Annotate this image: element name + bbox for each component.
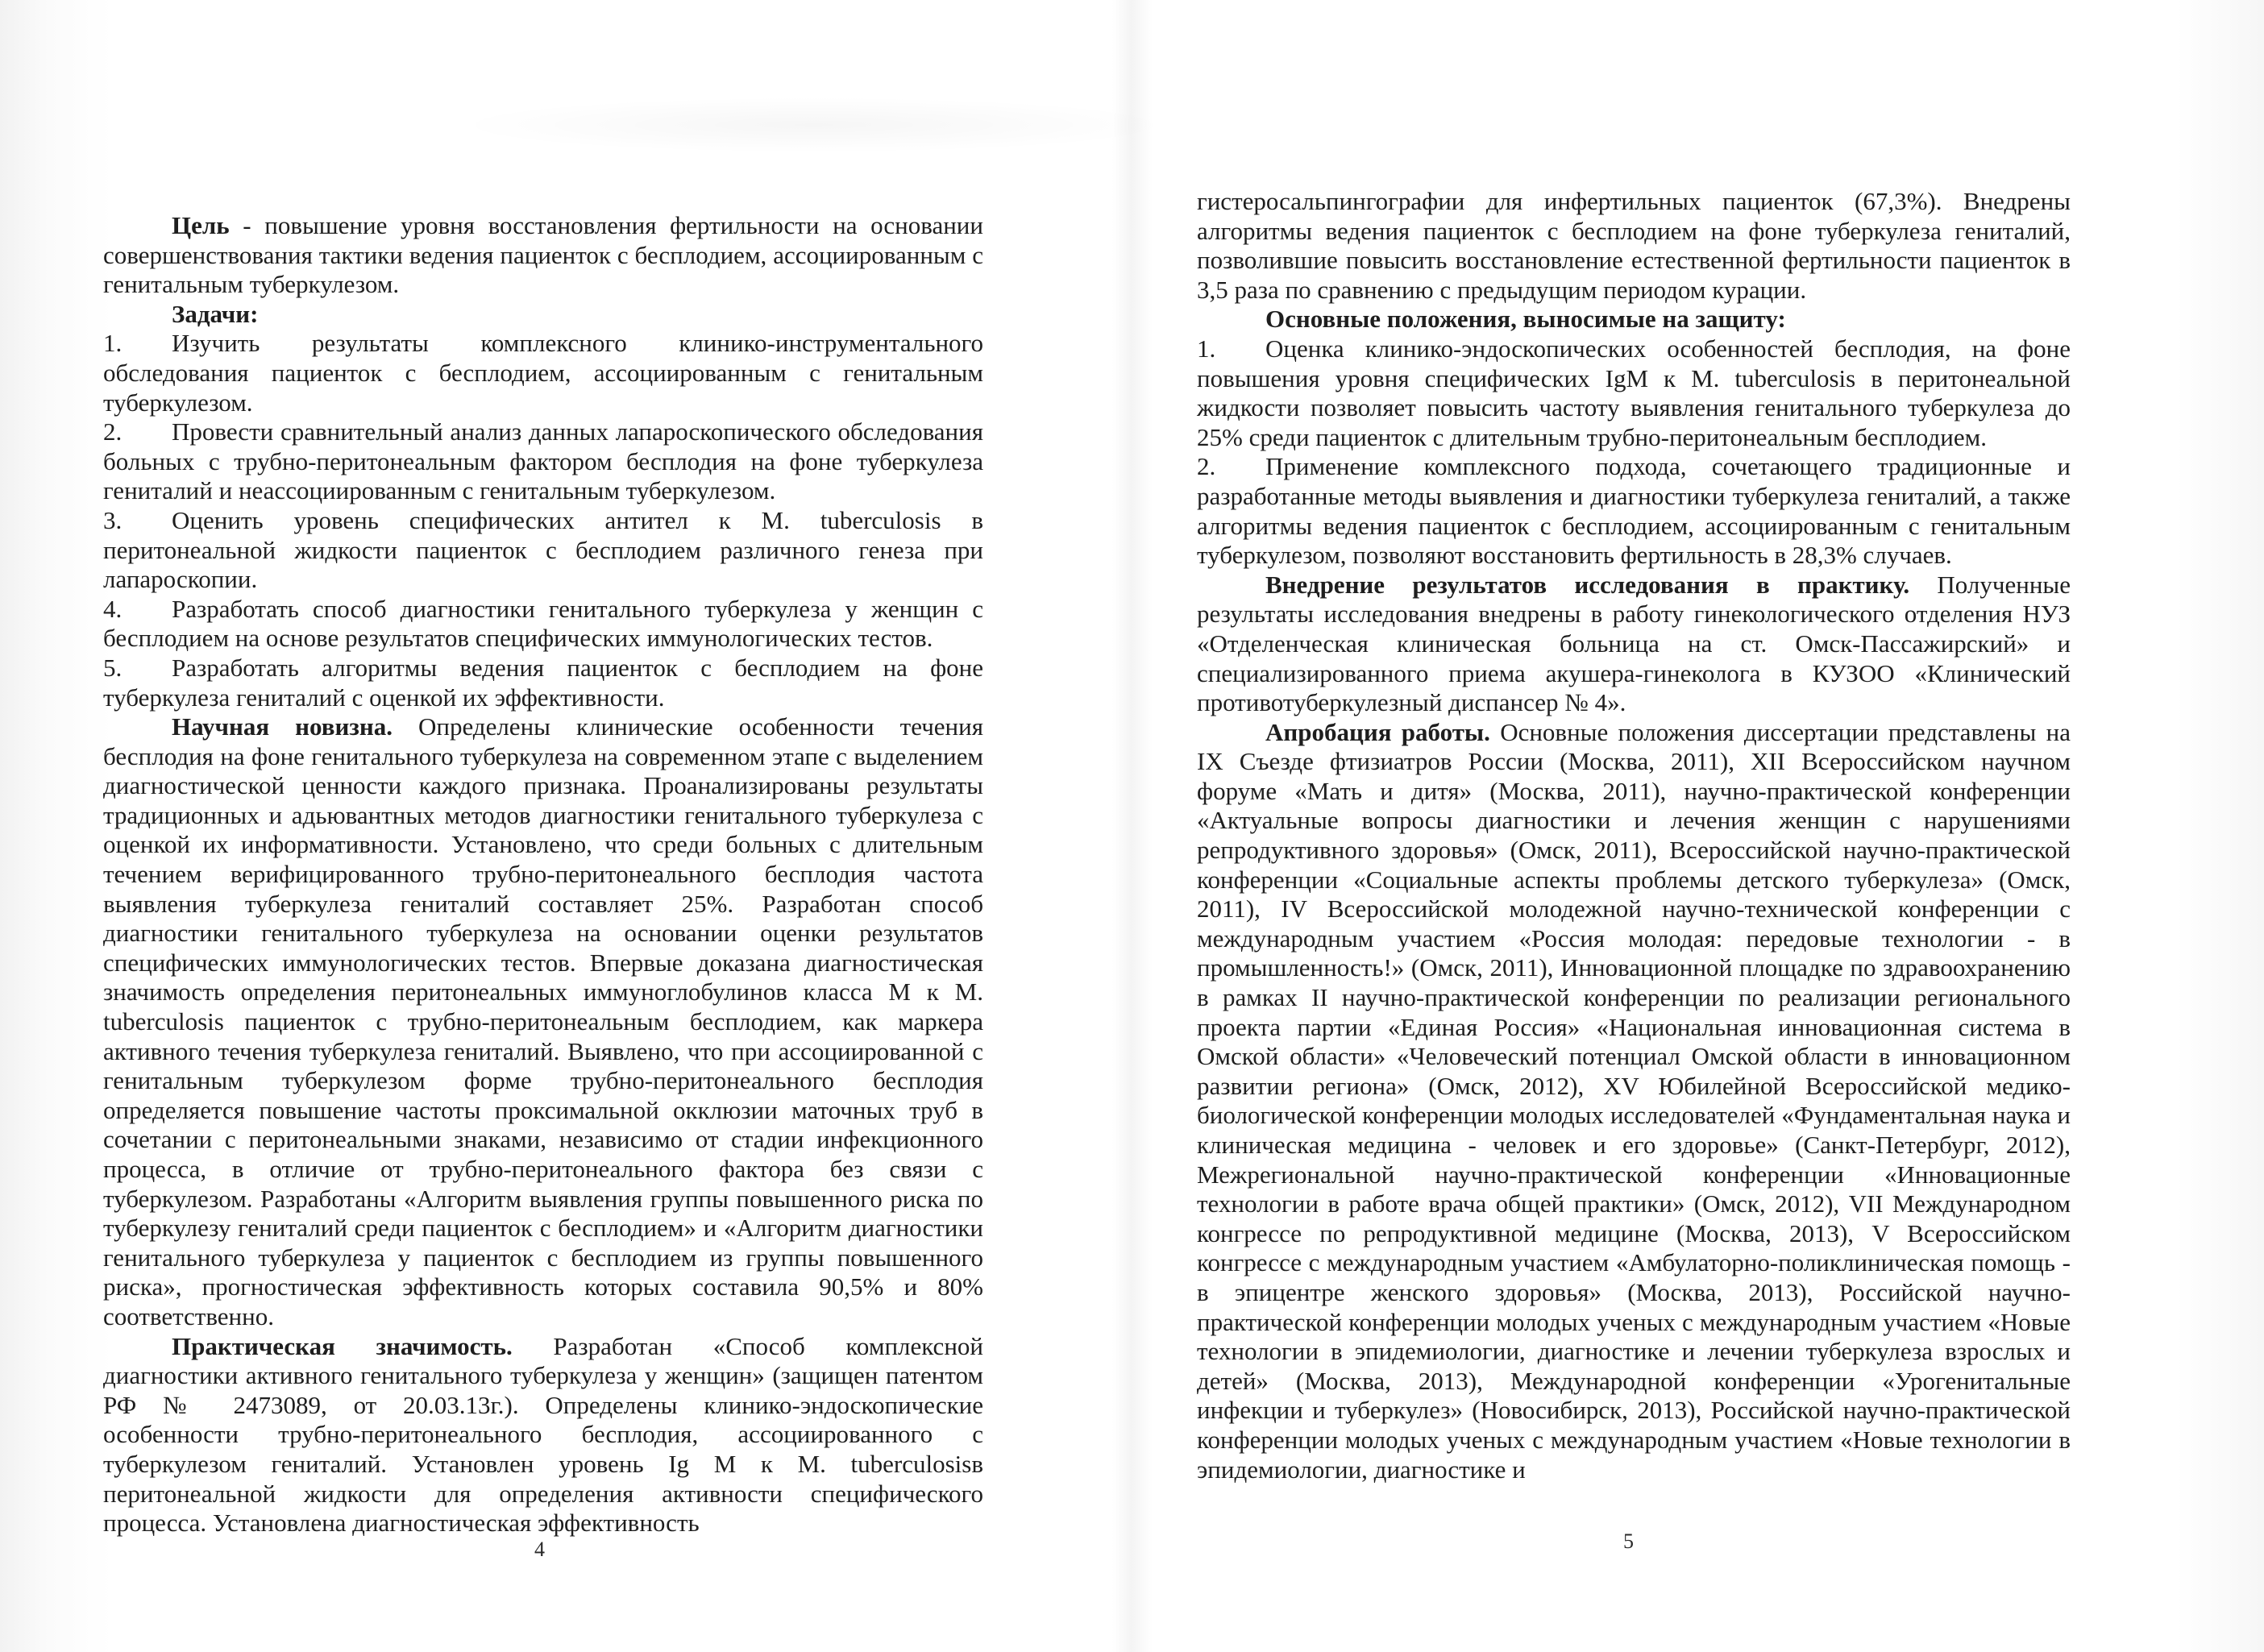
opening-paragraph: гистеросальпингографии для инфертильных пациенток (67,3%). Внедрены алгоритмы ведения пациенток с бесплодием на фоне туберкулеза гениталий, позволившие повысить восстановление естественной фертильности пациенток в 3,5 раза по сравнению с предыдущим периодом курации. (1197, 187, 2071, 304)
approbation-lead: Апробация работы. (1265, 717, 1490, 746)
scan-shadow (451, 97, 1177, 153)
novelty-paragraph (103, 712, 983, 1331)
approbation-paragraph (1197, 718, 2071, 1484)
thesis-text: Оценка клинико-эндоскопических особенностей бесплодия, на фоне повышения уровня специфических IgM к М. tuberculosis в перитонеальной жидкости позволяет повысить частоту выявления генитального туберкулеза до 25% среди пациенток с длительным трубно-перитонеальным бесплодием. (1197, 334, 2071, 451)
task-text: Провести сравнительный анализ данных лапароскопического обследования больных с трубно-перитонеальным фактором бесплодия на фоне туберкулеза гениталий и неассоциированным с генитальным туберкулезом. (103, 417, 983, 505)
goal-text: - повышение уровня восстановления фертильности на основании совершенствования тактики ведения пациенток с бесплодием, ассоциированным с генитальным туберкулезом. (103, 211, 983, 299)
practical-text: Разработан «Способ комплексной диагностики активного генитального туберкулеза у женщин» (защищен патентом РФ № 2473089, от 20.03.13г.). Определены клинико-эндоскопические особенности трубно-перитонеального бесплодия, ассоциированного с туберкулезом гениталий. Установлен уровень Ig M к М. tuberculosisв перитонеальной жидкости для определения активности специфического процесса. Установлена диагностическая эффективность (103, 1331, 983, 1538)
task-text: Разработать алгоритмы ведения пациенток с бесплодием на фоне туберкулеза гениталий с оценкой их эффективности. (103, 653, 983, 712)
implementation-paragraph (1197, 571, 2071, 718)
approbation-text: Основные положения диссертации представлены на IX Съезде фтизиатров России (Москва, 2011), XII Всероссийском научном форуме «Мать и дитя» (Москва, 2011), научно-практической конференции «Актуальные вопросы диагностики и лечения женщин с нарушениями репродуктивного здоровья» (Омск, 2011), Всероссийской научно-практической конференции «Социальные аспекты проблемы детского туберкулеза» (Омск, 2011), IV Всероссийской молодежной научно-технической конференции с международным участием «Россия молодая: передовые технологии - в промышленность!» (Омск, 2011), Инновационной площадке по здравоохранению в рамках II научно-практической конференции по реализации регионального проекта партии «Единая Россия» «Национальная инновационная система в Омской области» «Человеческий потенциал Омской области в инновационном развитии региона» (Омск, 2012), XV Юбилейной Всероссийской медико-биологической конференции молодых исследователей «Фундаментальная наука и клиническая медицина - человек и его здоровье» (Санкт-Петербург, 2012), Межрегиональной научно-практической конференции «Инновационные технологии в работе врача общей практики» (Омск, 2012), VII Международном конгрессе по репродуктивной медицине (Москва, 2013), V Всероссийском конгрессе с международным участием «Амбулаторно-поликлиническая помощь - в эпицентре женского здоровья» (Москва, 2013), Российской научно-практической конференции молодых ученых с международным участием «Новые технологии в эпидемиологии, диагностике и лечении туберкулеза взрослых и детей» (Москва, 2013), Международной конференции «Урогенитальные инфекции и туберкулез» (Новосибирск, 2013), Российской научно-практической конференции молодых ученых с международным участием «Новые технологии в эпидемиологии, диагностике и (1197, 717, 2071, 1484)
page-number-left: 4 (534, 1538, 545, 1561)
left-page (103, 211, 983, 1538)
tasks-heading: Задачи: (172, 299, 259, 328)
implementation-text: Полученные результаты исследования внедрены в работу гинекологического отделения НУЗ «Отделенческая клиническая больница на ст. Омск-Пассажирский» и специализированного приема акушера-гинеколога в КУЗОО «Клинический противотуберкулезный диспансер № 4». (1197, 570, 2071, 717)
thesis-item-2: 2. Применение комплексного подхода, сочетающего традиционные и разработанные методы выявления и диагностики туберкулеза гениталий, а также алгоритмы ведения пациенток с бесплодием, ассоциированным с генитальным туберкулезом, позволяют восстановить фертильность в 28,3% случаев. (1197, 452, 2071, 570)
task-item-1: 1. Изучить результаты комплексного клинико-инструментального обследования пациенток с бесплодием, ассоциированным с генитальным туберкулезом. (103, 329, 983, 417)
right-page (1197, 187, 2071, 1484)
task-item-4: 4. Разработать способ диагностики генитального туберкулеза у женщин с бесплодием на основе результатов специфических иммунологических тестов. (103, 594, 983, 653)
practical-paragraph (103, 1332, 983, 1538)
task-text: Разработать способ диагностики генитального туберкулеза у женщин с бесплодием на основе результатов специфических иммунологических тестов. (103, 594, 983, 653)
task-text: Оценить уровень специфических антител к М. tuberculosis в перитонеальной жидкости пациенток с бесплодием различного генеза при лапароскопии. (103, 505, 983, 594)
goal-paragraph (103, 211, 983, 300)
task-item-2: 2. Провести сравнительный анализ данных лапароскопического обследования больных с трубно-перитонеальным фактором бесплодия на фоне туберкулеза гениталий и неассоциированным с генитальным туберкулезом. (103, 417, 983, 505)
task-item-5: 5. Разработать алгоритмы ведения пациенток с бесплодием на фоне туберкулеза гениталий с оценкой их эффективности. (103, 653, 983, 712)
implementation-lead: Внедрение результатов исследования в практику. (1265, 570, 1910, 599)
task-item-3: 3. Оценить уровень специфических антител к М. tuberculosis в перитонеальной жидкости пациенток с бесплодием различного генеза при лапароскопии. (103, 505, 983, 594)
task-text: Изучить результаты комплексного клинико-инструментального обследования пациенток с бесплодием, ассоциированным с генитальным туберкулезом. (103, 329, 983, 417)
practical-lead: Практическая значимость. (172, 1331, 513, 1360)
theses-heading: Основные положения, выносимые на защиту: (1265, 305, 1786, 334)
novelty-text: Определены клинические особенности течения бесплодия на фоне генитального туберкулеза на современном этапе с выделением диагностической ценности каждого признака. Проанализированы результаты традиционных и адьювантных методов диагностики генитального туберкулеза с оценкой их информативности. Установлено, что среди больных с длительным течением верифицированного трубно-перитонеального бесплодия частота выявления туберкулеза гениталий составляет 25%. Разработан способ диагностики генитального туберкулеза на основании оценки результатов специфических иммунологических тестов. Впервые доказана диагностическая значимость определения перитонеальных иммуноглобулинов класса М к М. tuberculosis пациенток с трубно-перитонеальным бесплодием, как маркера активного течения туберкулеза гениталий. Выявлено, что при ассоциированной с генитальным туберкулезом форме трубно-перитонеального бесплодия определяется повышение частоты проксимальной окклюзии маточных труб в сочетании с перитонеальными знаками, независимо от стадии инфекционного процесса, в отличие от трубно-перитонеального фактора без связи с туберкулезом. Разработаны «Алгоритм выявления группы повышенного риска по туберкулезу гениталий среди пациенток с бесплодием» и «Алгоритм диагностики генитального туберкулеза у пациенток с бесплодием из группы повышенного риска», прогностическая эффективность которых составила 90,5% и 80% соответственно. (103, 712, 983, 1330)
novelty-lead: Научная новизна. (172, 712, 393, 741)
page-number-right: 5 (1623, 1530, 1634, 1553)
goal-lead: Цель (172, 211, 230, 239)
thesis-item-1: 1. Оценка клинико-эндоскопических особенностей бесплодия, на фоне повышения уровня специфических IgM к М. tuberculosis в перитонеальной жидкости позволяет повысить частоту выявления генитального туберкулеза до 25% среди пациенток с длительным трубно-перитонеальным бесплодием. (1197, 334, 2071, 451)
thesis-text: Применение комплексного подхода, сочетающего традиционные и разработанные методы выявления и диагностики туберкулеза гениталий, а также алгоритмы ведения пациенток с бесплодием, ассоциированным с генитальным туберкулезом, позволяют восстановить фертильность в 28,3% случаев. (1197, 452, 2071, 570)
